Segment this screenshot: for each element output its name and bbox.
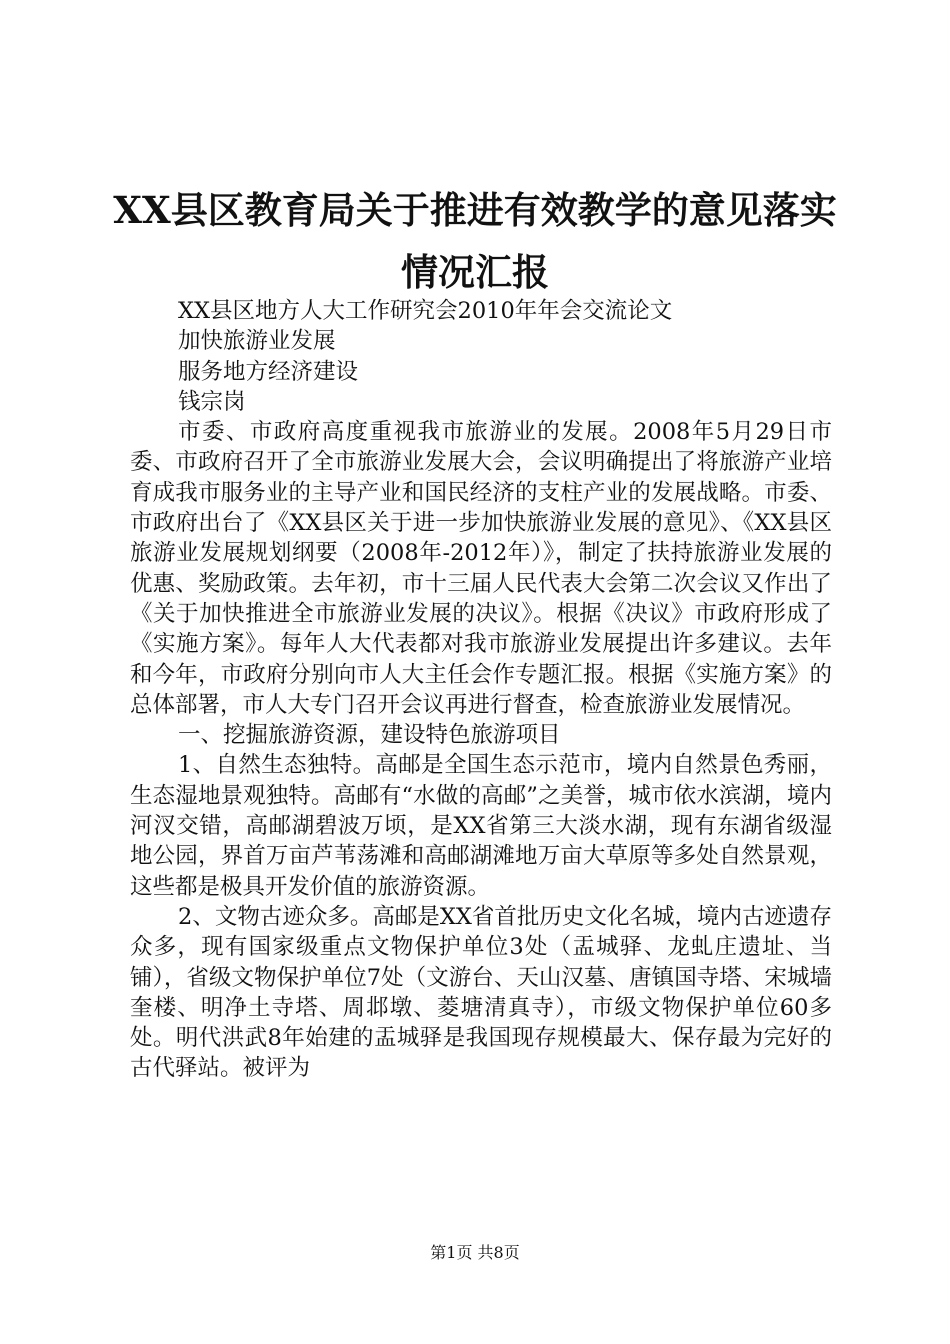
paragraph-intro: 市委、市政府高度重视我市旅游业的发展。2008年5月29日市委、市政府召开了全市旅游业发展大会，会议明确提出了将旅游产业培育成我市服务业的主导产业和国民经济的支柱产业的发展战略。市委、市政府出台了《XX县区关于进一步加快旅游业发展的意见》、《XX县区旅游业发展规划纲要（2008年-2012年）》，制定了扶持旅游业发展的优惠、奖励政策。去年初，市十三届人民代表大会第二次会议又作出了《关于加快推进全市旅游业发展的决议》。根据《决议》市政府形成了《实施方案》。每年人大代表都对我市旅游业发展提出许多建议。去年和今年，市政府分别向市人大主任会作专题汇报。根据《实施方案》的总体部署，市人大专门召开会议再进行督查，检查旅游业发展情况。 xyxy=(130,419,832,718)
meta-line-author: 钱宗岗 xyxy=(178,388,246,415)
document-body xyxy=(130,296,832,1084)
paragraph-cultural-relics: 2、文物古迹众多。高邮是XX省首批历史文化名城，境内古迹遗存众多，现有国家级重点文物保护单位3处（盂城驿、龙虬庄遗址、当铺），省级文物保护单位7处（文游台、天山汉墓、唐镇国寺塔、宋城墙奎楼、明净土寺塔、周邶墩、菱塘清真寺），市级文物保护单位60多处。明代洪武8年始建的盂城驿是我国现存规模最大、保存最为完好的古代驿站。被评为 xyxy=(130,903,832,1082)
document-title-line-2: 情况汇报 xyxy=(401,250,549,294)
document-title-line-1: XX县区教育局关于推进有效教学的意见落实 xyxy=(113,188,837,232)
paragraph-natural-ecology: 1、自然生态独特。高邮是全国生态示范市，境内自然景色秀丽，生态湿地景观独特。高邮有“水做的高邮”之美誉，城市依水滨湖，境内河汊交错，高邮湖碧波万顷，是XX省第三大淡水湖，现有东湖省级湿地公园，界首万亩芦苇荡滩和高邮湖滩地万亩大草原等多处自然景观，这些都是极具开发价值的旅游资源。 xyxy=(130,752,832,900)
section-heading-1: 一、挖掘旅游资源，建设特色旅游项目 xyxy=(178,722,561,749)
meta-line-conference: XX县区地方人大工作研究会2010年年会交流论文 xyxy=(178,298,673,324)
meta-line-subtitle-2: 服务地方经济建设 xyxy=(178,358,359,385)
page-footer: 第1页 共8页 xyxy=(430,1243,520,1262)
meta-line-subtitle-1: 加快旅游业发展 xyxy=(178,328,336,355)
